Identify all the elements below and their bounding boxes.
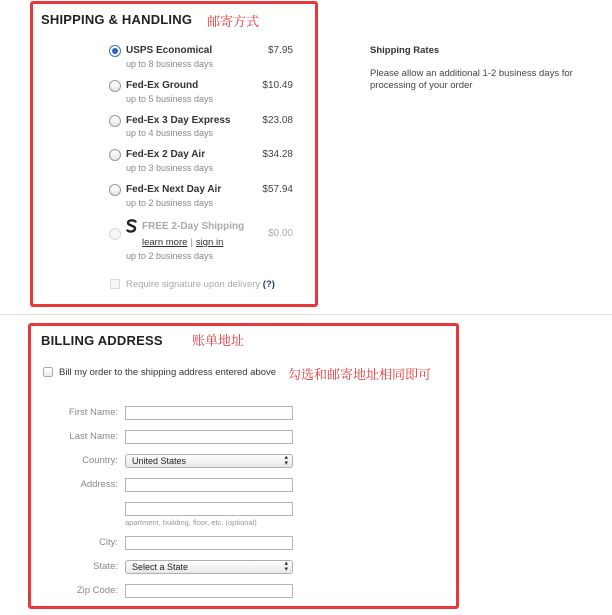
city-input[interactable] [125,536,293,550]
last-name-input[interactable] [125,430,293,444]
option-price: $34.28 [262,149,293,160]
free-shipping-name: FREE 2-Day Shipping [142,221,245,232]
zip-label: Zip Code: [76,585,118,596]
select-arrows-icon: ▴ ▾ [284,454,288,467]
state-label: State: [93,561,118,572]
select-arrows-icon: ▴ ▾ [284,560,288,573]
option-price: $7.95 [267,45,293,56]
option-name: Fed-Ex 2 Day Air [126,149,206,160]
address-line2-input[interactable] [125,502,293,516]
shoprunner-logo-icon [125,219,138,234]
signature-help-link[interactable]: (?) [262,279,275,290]
sign-in-link[interactable]: sign in [195,237,224,248]
free-shipping-price: $0.00 [267,228,293,239]
last-name-label: Last Name: [69,431,118,442]
state-value: Select a State [132,562,189,572]
option-sub: up to 5 business days [126,94,214,104]
zip-input[interactable] [125,584,293,598]
option-price: $23.08 [262,115,293,126]
state-select[interactable] [125,560,293,574]
option-name: Fed-Ex Ground [126,80,199,91]
shipping-rates-title: Shipping Rates [370,45,440,56]
shipping-title: SHIPPING & HANDLING [41,12,193,27]
signature-text: Require signature upon delivery [126,279,261,290]
shipping-rates-text: Please allow an additional 1-2 business days for processing of your order [370,68,573,91]
option-sub: up to 4 business days [126,128,214,138]
link-separator: | [190,237,193,248]
option-price: $10.49 [262,80,293,91]
country-select[interactable] [125,454,293,468]
billing-note: 账单地址 [192,334,245,349]
first-name-input[interactable] [125,406,293,420]
option-name: USPS Economical [126,45,213,56]
address-label: Address: [80,479,118,490]
free-shipping-links [142,237,223,248]
form-label-column [28,0,118,615]
country-value: United States [132,456,187,466]
same-address-note: 勾选和邮寄地址相同即可 [288,368,432,383]
option-sub: up to 8 business days [126,59,214,69]
option-name: Fed-Ex 3 Day Express [126,115,231,126]
address-hint: apartment, building, floor, etc. (optional) [125,518,257,527]
option-sub: up to 2 business days [126,198,214,208]
option-price: $57.94 [262,184,293,195]
city-label: City: [99,537,118,548]
option-sub: up to 3 business days [126,163,214,173]
address-input[interactable] [125,478,293,492]
learn-more-link[interactable]: learn more [142,237,188,248]
shipping-note: 邮寄方式 [207,15,260,30]
country-label: Country: [82,455,118,466]
option-name: Fed-Ex Next Day Air [126,184,222,195]
signature-label [126,279,275,290]
first-name-label: First Name: [68,407,118,418]
billing-title: BILLING ADDRESS [41,333,163,348]
same-address-label: Bill my order to the shipping address entered above [59,367,277,378]
free-shipping-sub: up to 2 business days [126,251,214,261]
